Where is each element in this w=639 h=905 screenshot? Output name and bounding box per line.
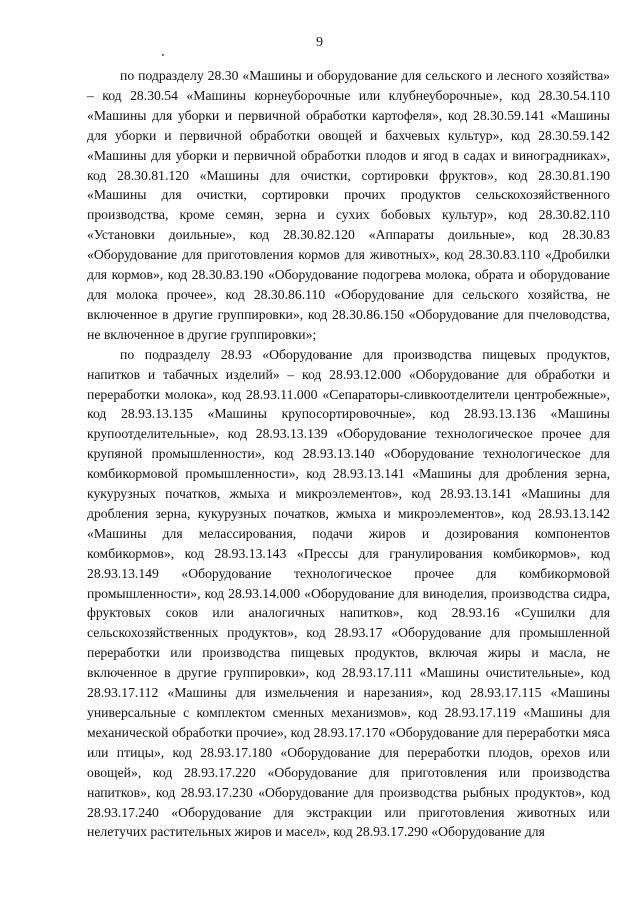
page-number: 9 (316, 35, 323, 50)
scan-speck (162, 54, 164, 56)
paragraph-subsection-28-93: по подразделу 28.93 «Оборудование для производства пищевых продуктов, напитков и табачных изделий» – код 28.93.12.000 «Оборудование для обработки и переработки молока», код 28.93.11.000 «Сепараторы-сливкоотделители центробежные», код 28.93.13.135 «Машины крупосортировочные», код 28.93.13.136 «Машины крупоотделительные», код 28.93.13.139 «Оборудование технологическое прочее для крупяной промышленности», код 28.93.13.140 «Оборудование технологическое для комбикормовой промышленности», код 28.93.13.141 «Машины для дробления зерна, кукурузных початков, жмыха и микроэлементов», код 28.93.13.141 «Машины для дробления зерна, кукурузных початков, жмыха и микроэлементов», код 28.93.13.142 «Машины для меласcирования, подачи жиров и дозирования компонентов комбикормов», код 28.93.13.143 «Прессы для гранулирования комбикормов», код 28.93.13.149 «Оборудование технологическое прочее для комбикормовой промышленности», код 28.93.14.000 «Оборудование для виноделия, производства сидра, фруктовых соков или аналогичных напитков», код 28.93.16 «Сушилки для сельскохозяйственных продуктов», код 28.93.17 «Оборудование для промышленной переработки или производства пищевых продуктов, включая жиры и масла, не включенное в другие группировки», код 28.93.17.111 «Машины очистительные», код 28.93.17.112 «Машины для измельчения и нарезания», код 28.93.17.115 «Машины универсальные с комплектом сменных механизмов», код 28.93.17.119 «Машины для механической обработки прочие», код 28.93.17.170 «Оборудование для переработки мяса или птицы», код 28.93.17.180 «Оборудование для переработки плодов, орехов или овощей», код 28.93.17.220 «Оборудование для приготовления или производства напитков», код 28.93.17.230 «Оборудование для производства рыбных продуктов», код 28.93.17.240 «Оборудование для экстракции или приготовления животных или нелетучих растительных жиров и масел», код 28.93.17.290 «Оборудование для (87, 346, 610, 840)
paragraph-subsection-28-30: по подразделу 28.30 «Машины и оборудование для сельского и лесного хозяйства» – код 28.30.54 «Машины корнеуборочные или клубнеуборочные», код 28.30.54.110 «Машины для уборки и первичной обработки картофеля», код 28.30.59.141 «Машины для уборки и первичной обработки овощей и бахчевых культур», код 28.30.59.142 «Машины для уборки и первичной обработки плодов и ягод в садах и виноградниках», код 28.30.81.120 «Машины для очистки, сортировки фруктов», код 28.30.81.190 «Машины для очистки, сортировки прочих продуктов сельскохозяйственного производства, кроме семян, зерна и сухих бобовых культур», код 28.30.82.110 «Установки доильные», код 28.30.82.120 «Аппараты доильные», код 28.30.83 «Оборудование для приготовления кормов для животных», код 28.30.83.110 «Дробилки для кормов», код 28.30.83.190 «Оборудование подогрева молока, обрата и оборудование для молока прочее», код 28.30.86.110 «Оборудование для сельского хозяйства, не включенное в другие группировки», код 28.30.86.150 «Оборудование для пчеловодства, не включенное в другие группировки»; (87, 68, 610, 342)
document-body (87, 66, 610, 842)
